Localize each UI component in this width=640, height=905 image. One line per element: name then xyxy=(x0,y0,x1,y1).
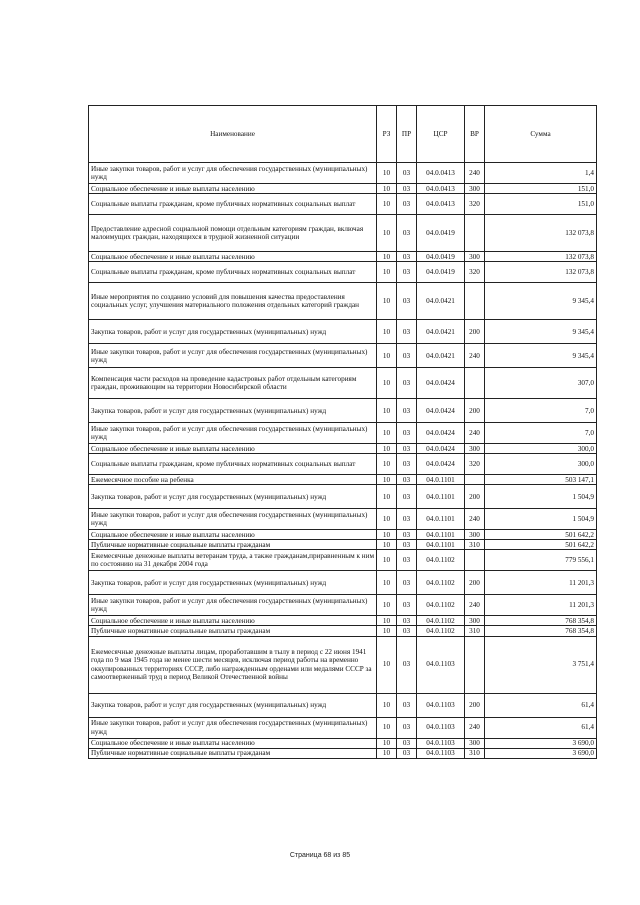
cell-rz: 10 xyxy=(377,530,397,540)
table-row xyxy=(89,530,597,540)
cell-csr: 04.0.1103 xyxy=(417,717,465,738)
cell-sum: 151,0 xyxy=(485,184,597,194)
cell-vr: 240 xyxy=(465,344,485,368)
cell-rz: 10 xyxy=(377,423,397,444)
cell-rz: 10 xyxy=(377,194,397,215)
table-row xyxy=(89,423,597,444)
table-row xyxy=(89,626,597,636)
cell-sum: 300,0 xyxy=(485,444,597,454)
cell-pr: 03 xyxy=(397,693,417,717)
cell-csr: 04.0.0421 xyxy=(417,344,465,368)
cell-pr: 03 xyxy=(397,717,417,738)
cell-vr: 300 xyxy=(465,738,485,748)
cell-sum: 779 556,1 xyxy=(485,550,597,571)
table-row xyxy=(89,444,597,454)
cell-csr: 04.0.1101 xyxy=(417,530,465,540)
cell-pr: 03 xyxy=(397,194,417,215)
cell-name: Социальное обеспечение и иные выплаты населению xyxy=(89,616,377,626)
table-row xyxy=(89,320,597,344)
cell-name: Публичные нормативные социальные выплаты гражданам xyxy=(89,540,377,550)
table-row xyxy=(89,550,597,571)
cell-vr: 300 xyxy=(465,252,485,262)
header-pr: ПР xyxy=(397,106,417,163)
cell-vr: 200 xyxy=(465,320,485,344)
table-row xyxy=(89,399,597,423)
cell-name: Социальное обеспечение и иные выплаты населению xyxy=(89,444,377,454)
cell-pr: 03 xyxy=(397,283,417,320)
cell-pr: 03 xyxy=(397,530,417,540)
table-row xyxy=(89,485,597,509)
cell-vr: 240 xyxy=(465,595,485,616)
cell-pr: 03 xyxy=(397,509,417,530)
table-row xyxy=(89,595,597,616)
cell-vr xyxy=(465,636,485,693)
cell-vr: 240 xyxy=(465,163,485,184)
cell-sum: 300,0 xyxy=(485,454,597,475)
cell-sum: 768 354,8 xyxy=(485,626,597,636)
cell-pr: 03 xyxy=(397,423,417,444)
cell-sum: 768 354,8 xyxy=(485,616,597,626)
page-number: Страница 68 из 85 xyxy=(289,852,351,859)
cell-rz: 10 xyxy=(377,215,397,252)
table-row xyxy=(89,368,597,399)
cell-vr: 320 xyxy=(465,194,485,215)
cell-rz: 10 xyxy=(377,693,397,717)
table-row xyxy=(89,693,597,717)
cell-pr: 03 xyxy=(397,444,417,454)
cell-csr: 04.0.0424 xyxy=(417,423,465,444)
cell-pr: 03 xyxy=(397,616,417,626)
cell-pr: 03 xyxy=(397,475,417,485)
cell-pr: 03 xyxy=(397,344,417,368)
cell-rz: 10 xyxy=(377,748,397,758)
cell-name: Закупка товаров, работ и услуг для государственных (муниципальных) нужд xyxy=(89,571,377,595)
cell-vr: 300 xyxy=(465,616,485,626)
table-header-row xyxy=(89,106,597,163)
cell-sum: 307,0 xyxy=(485,368,597,399)
cell-vr xyxy=(465,550,485,571)
header-sum: Сумма xyxy=(485,106,597,163)
cell-csr: 04.0.0421 xyxy=(417,283,465,320)
cell-name: Закупка товаров, работ и услуг для государственных (муниципальных) нужд xyxy=(89,485,377,509)
cell-name: Ежемесячные денежные выплаты лицам, проработавшим в тылу в период с 22 июня 1941 года по 9 мая 1945 года не менее шести месяцев, исключая период работы на временно оккупированных территориях СССР, либо награжденным орденами или медалями СССР за самоотверженный труд в период Великой Отечественной войны xyxy=(89,636,377,693)
cell-name: Иные закупки товаров, работ и услуг для обеспечения государственных (муниципальных) нужд xyxy=(89,344,377,368)
cell-csr: 04.0.1101 xyxy=(417,475,465,485)
cell-rz: 10 xyxy=(377,717,397,738)
cell-pr: 03 xyxy=(397,540,417,550)
cell-vr: 300 xyxy=(465,530,485,540)
cell-name: Социальные выплаты гражданам, кроме публичных нормативных социальных выплат xyxy=(89,262,377,283)
cell-sum: 1,4 xyxy=(485,163,597,184)
cell-csr: 04.0.0424 xyxy=(417,454,465,475)
cell-sum: 1 504,9 xyxy=(485,509,597,530)
cell-rz: 10 xyxy=(377,399,397,423)
table-row xyxy=(89,636,597,693)
table-row xyxy=(89,283,597,320)
table-row xyxy=(89,262,597,283)
cell-csr: 04.0.1103 xyxy=(417,738,465,748)
cell-sum: 501 642,2 xyxy=(485,530,597,540)
cell-name: Компенсация части расходов на проведение кадастровых работ отдельным категориям граждан, проживающим на территории Новосибирской области xyxy=(89,368,377,399)
cell-name: Социальное обеспечение и иные выплаты населению xyxy=(89,530,377,540)
cell-rz: 10 xyxy=(377,550,397,571)
cell-rz: 10 xyxy=(377,252,397,262)
cell-sum: 9 345,4 xyxy=(485,344,597,368)
table-row xyxy=(89,717,597,738)
cell-csr: 04.0.1102 xyxy=(417,595,465,616)
cell-pr: 03 xyxy=(397,550,417,571)
cell-rz: 10 xyxy=(377,184,397,194)
cell-pr: 03 xyxy=(397,252,417,262)
cell-sum: 132 073,8 xyxy=(485,252,597,262)
cell-pr: 03 xyxy=(397,184,417,194)
cell-rz: 10 xyxy=(377,616,397,626)
cell-vr xyxy=(465,368,485,399)
cell-pr: 03 xyxy=(397,368,417,399)
cell-csr: 04.0.1101 xyxy=(417,485,465,509)
cell-csr: 04.0.1102 xyxy=(417,616,465,626)
cell-rz: 10 xyxy=(377,262,397,283)
cell-vr xyxy=(465,475,485,485)
cell-vr: 320 xyxy=(465,454,485,475)
cell-vr: 310 xyxy=(465,540,485,550)
cell-vr: 310 xyxy=(465,748,485,758)
cell-sum: 151,0 xyxy=(485,194,597,215)
cell-vr: 300 xyxy=(465,184,485,194)
cell-rz: 10 xyxy=(377,475,397,485)
cell-rz: 10 xyxy=(377,344,397,368)
cell-sum: 132 073,8 xyxy=(485,262,597,283)
table-row xyxy=(89,163,597,184)
header-vr: ВР xyxy=(465,106,485,163)
table-row xyxy=(89,252,597,262)
cell-csr: 04.0.0419 xyxy=(417,252,465,262)
cell-csr: 04.0.1102 xyxy=(417,626,465,636)
cell-vr: 200 xyxy=(465,571,485,595)
cell-rz: 10 xyxy=(377,283,397,320)
cell-pr: 03 xyxy=(397,626,417,636)
cell-vr: 200 xyxy=(465,693,485,717)
cell-sum: 501 642,2 xyxy=(485,540,597,550)
cell-rz: 10 xyxy=(377,454,397,475)
cell-csr: 04.0.0413 xyxy=(417,163,465,184)
cell-sum: 503 147,1 xyxy=(485,475,597,485)
cell-pr: 03 xyxy=(397,571,417,595)
cell-rz: 10 xyxy=(377,368,397,399)
cell-pr: 03 xyxy=(397,163,417,184)
cell-pr: 03 xyxy=(397,454,417,475)
cell-vr: 300 xyxy=(465,444,485,454)
cell-rz: 10 xyxy=(377,163,397,184)
cell-rz: 10 xyxy=(377,320,397,344)
cell-name: Иные закупки товаров, работ и услуг для обеспечения государственных (муниципальных) нужд xyxy=(89,595,377,616)
cell-pr: 03 xyxy=(397,262,417,283)
cell-sum: 9 345,4 xyxy=(485,283,597,320)
cell-rz: 10 xyxy=(377,595,397,616)
cell-name: Иные мероприятия по созданию условий для повышения качества предоставления социальных услуг, улучшения материального положения отдельных категорий граждан xyxy=(89,283,377,320)
cell-pr: 03 xyxy=(397,215,417,252)
cell-csr: 04.0.0421 xyxy=(417,320,465,344)
cell-name: Закупка товаров, работ и услуг для государственных (муниципальных) нужд xyxy=(89,320,377,344)
cell-vr: 240 xyxy=(465,509,485,530)
cell-vr xyxy=(465,283,485,320)
table-row xyxy=(89,215,597,252)
cell-rz: 10 xyxy=(377,636,397,693)
table-body xyxy=(89,163,597,759)
cell-name: Иные закупки товаров, работ и услуг для обеспечения государственных (муниципальных) нужд xyxy=(89,717,377,738)
cell-sum: 3 690,0 xyxy=(485,738,597,748)
table-row xyxy=(89,344,597,368)
cell-name: Публичные нормативные социальные выплаты гражданам xyxy=(89,748,377,758)
cell-csr: 04.0.0419 xyxy=(417,262,465,283)
table-row xyxy=(89,184,597,194)
table-row xyxy=(89,571,597,595)
cell-pr: 03 xyxy=(397,748,417,758)
cell-csr: 04.0.1102 xyxy=(417,571,465,595)
cell-vr: 200 xyxy=(465,485,485,509)
cell-rz: 10 xyxy=(377,626,397,636)
cell-pr: 03 xyxy=(397,485,417,509)
cell-csr: 04.0.0424 xyxy=(417,399,465,423)
cell-pr: 03 xyxy=(397,595,417,616)
cell-pr: 03 xyxy=(397,636,417,693)
cell-pr: 03 xyxy=(397,399,417,423)
cell-csr: 04.0.0413 xyxy=(417,194,465,215)
cell-sum: 9 345,4 xyxy=(485,320,597,344)
header-csr: ЦСР xyxy=(417,106,465,163)
cell-vr: 320 xyxy=(465,262,485,283)
cell-csr: 04.0.1101 xyxy=(417,509,465,530)
cell-sum: 11 201,3 xyxy=(485,571,597,595)
cell-sum: 11 201,3 xyxy=(485,595,597,616)
cell-pr: 03 xyxy=(397,320,417,344)
cell-name: Социальное обеспечение и иные выплаты населению xyxy=(89,184,377,194)
cell-sum: 1 504,9 xyxy=(485,485,597,509)
cell-rz: 10 xyxy=(377,444,397,454)
cell-name: Закупка товаров, работ и услуг для государственных (муниципальных) нужд xyxy=(89,693,377,717)
cell-pr: 03 xyxy=(397,738,417,748)
cell-name: Иные закупки товаров, работ и услуг для обеспечения государственных (муниципальных) нужд xyxy=(89,163,377,184)
table-row xyxy=(89,509,597,530)
cell-name: Закупка товаров, работ и услуг для государственных (муниципальных) нужд xyxy=(89,399,377,423)
cell-rz: 10 xyxy=(377,738,397,748)
cell-vr: 200 xyxy=(465,399,485,423)
cell-name: Социальные выплаты гражданам, кроме публичных нормативных социальных выплат xyxy=(89,454,377,475)
cell-sum: 3 751,4 xyxy=(485,636,597,693)
cell-sum: 132 073,8 xyxy=(485,215,597,252)
cell-name: Иные закупки товаров, работ и услуг для обеспечения государственных (муниципальных) нужд xyxy=(89,509,377,530)
table-row xyxy=(89,194,597,215)
cell-csr: 04.0.1103 xyxy=(417,693,465,717)
cell-name: Социальное обеспечение и иные выплаты населению xyxy=(89,252,377,262)
table-row xyxy=(89,540,597,550)
cell-vr: 240 xyxy=(465,717,485,738)
cell-sum: 61,4 xyxy=(485,693,597,717)
table-row xyxy=(89,454,597,475)
cell-csr: 04.0.0424 xyxy=(417,368,465,399)
cell-name: Ежемесячное пособие на ребенка xyxy=(89,475,377,485)
cell-csr: 04.0.0413 xyxy=(417,184,465,194)
header-name: Наименование xyxy=(89,106,377,163)
cell-csr: 04.0.0424 xyxy=(417,444,465,454)
cell-name: Иные закупки товаров, работ и услуг для обеспечения государственных (муниципальных) нужд xyxy=(89,423,377,444)
table-row xyxy=(89,748,597,758)
cell-sum: 7,0 xyxy=(485,399,597,423)
cell-rz: 10 xyxy=(377,485,397,509)
table-row xyxy=(89,616,597,626)
cell-sum: 3 690,0 xyxy=(485,748,597,758)
cell-vr xyxy=(465,215,485,252)
cell-rz: 10 xyxy=(377,571,397,595)
cell-vr: 310 xyxy=(465,626,485,636)
cell-rz: 10 xyxy=(377,509,397,530)
cell-name: Социальные выплаты гражданам, кроме публичных нормативных социальных выплат xyxy=(89,194,377,215)
budget-table xyxy=(88,105,597,759)
cell-csr: 04.0.1103 xyxy=(417,636,465,693)
cell-name: Предоставление адресной социальной помощи отдельным категориям граждан, включая малоимущих граждан, находящихся в трудной жизненной ситуации xyxy=(89,215,377,252)
header-rz: РЗ xyxy=(377,106,397,163)
cell-csr: 04.0.0419 xyxy=(417,215,465,252)
cell-csr: 04.0.1102 xyxy=(417,550,465,571)
cell-csr: 04.0.1103 xyxy=(417,748,465,758)
table-row xyxy=(89,475,597,485)
cell-sum: 7,0 xyxy=(485,423,597,444)
cell-sum: 61,4 xyxy=(485,717,597,738)
cell-name: Публичные нормативные социальные выплаты гражданам xyxy=(89,626,377,636)
cell-vr: 240 xyxy=(465,423,485,444)
cell-name: Ежемесячные денежные выплаты ветеранам труда, а также гражданам,приравненным к ним по состоянию на 31 декабря 2004 года xyxy=(89,550,377,571)
table-row xyxy=(89,738,597,748)
cell-csr: 04.0.1101 xyxy=(417,540,465,550)
cell-name: Социальное обеспечение и иные выплаты населению xyxy=(89,738,377,748)
cell-rz: 10 xyxy=(377,540,397,550)
